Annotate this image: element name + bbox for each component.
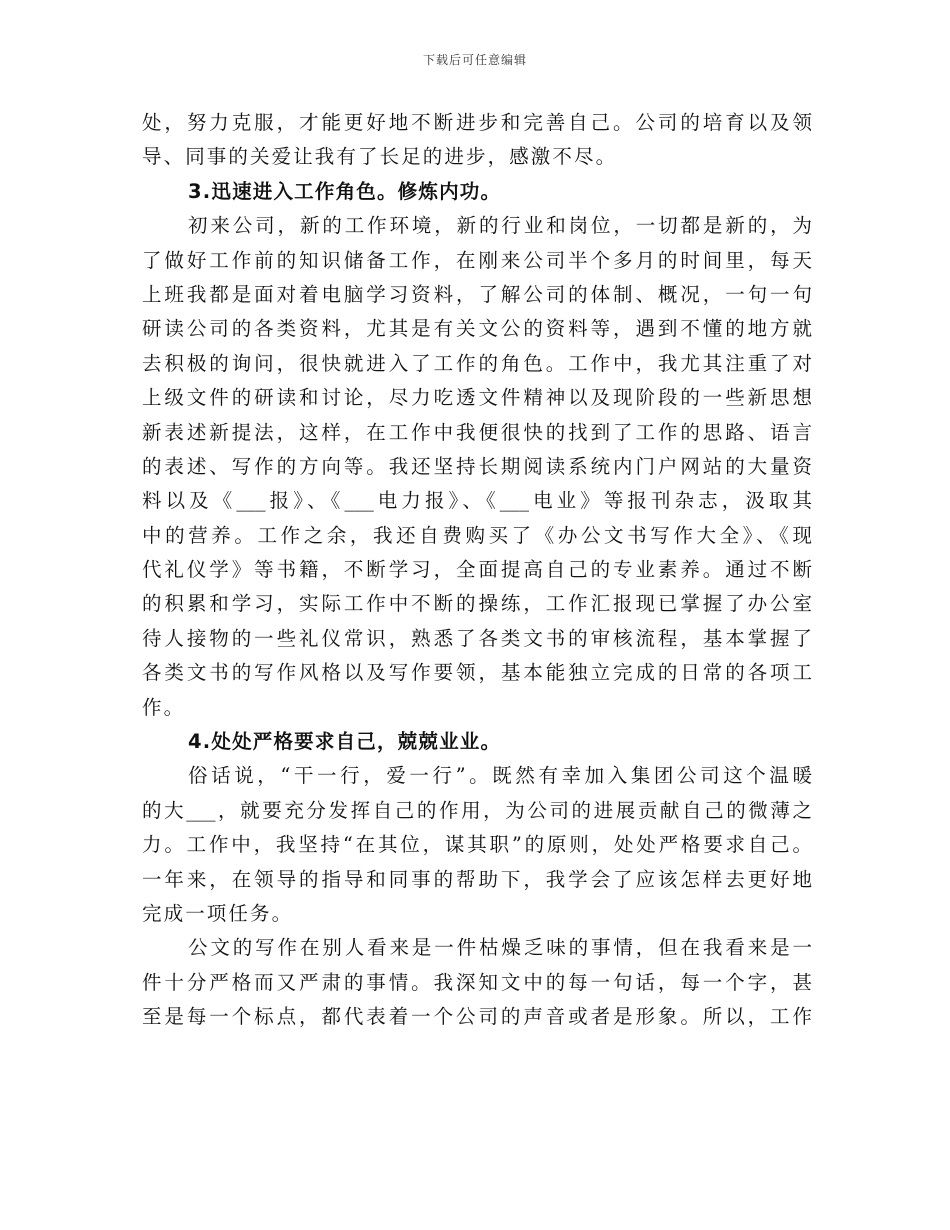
paragraph-line: 导、同事的关爱让我有了长足的进步，感激不尽。 xyxy=(142,145,618,169)
paragraph-line: 力。工作中，我坚持“在其位，谋其职”的原则，处处严格要求自己。 xyxy=(142,833,812,857)
paragraph-line: 代礼仪学》等书籍，不断学习，全面提高自己的专业素养。通过不断 xyxy=(142,558,812,582)
paragraph-line: 作。 xyxy=(142,695,186,719)
paragraph-line: 中的营养。工作之余，我还自费购买了《办公文书写作大全》、《现 xyxy=(142,523,812,547)
document-body xyxy=(142,106,812,1035)
paragraph-line: 料以及《___报》、《___电力报》、《___电业》等报刊杂志，汲取其 xyxy=(142,489,812,513)
paragraph-line: 的表述、写作的方向等。我还坚持长期阅读系统内门户网站的大量资 xyxy=(142,454,812,478)
paragraph-line: 了做好工作前的知识储备工作，在刚来公司半个多月的时间里，每天 xyxy=(142,248,812,272)
paragraph-line: 件十分严格而又严肃的事情。我深知文中的每一句话，每一个字，甚 xyxy=(142,970,812,994)
paragraph-line: 上级文件的研读和讨论，尽力吃透文件精神以及现阶段的一些新思想 xyxy=(142,386,812,410)
paragraph-line: 去积极的询问，很快就进入了工作的角色。工作中，我尤其注重了对 xyxy=(142,351,812,375)
section-heading: 3.迅速进入工作角色。修炼内功。 xyxy=(188,179,502,203)
paragraph-line: 的积累和学习，实际工作中不断的操练，工作汇报现已掌握了办公室 xyxy=(142,592,812,616)
paragraph-line: 各类文书的写作风格以及写作要领，基本能独立完成的日常的各项工 xyxy=(142,661,812,685)
paragraph-line: 的大___，就要充分发挥自己的作用，为公司的进展贡献自己的微薄之 xyxy=(142,798,812,822)
paragraph-line: 初来公司，新的工作环境，新的行业和岗位，一切都是新的，为 xyxy=(188,214,812,238)
paragraph-line: 俗话说，“干一行，爱一行”。既然有幸加入集团公司这个温暖 xyxy=(188,764,812,788)
page-header-note: 下载后可任意编辑 xyxy=(422,53,527,67)
paragraph-line: 处，努力克服，才能更好地不断进步和完善自己。公司的培育以及领 xyxy=(142,111,812,134)
paragraph-line: 新表述新提法，这样，在工作中我便很快的找到了工作的思路、语言 xyxy=(142,420,812,444)
section-heading: 4.处处严格要求自己，兢兢业业。 xyxy=(188,730,502,754)
paragraph-line: 公文的写作在别人看来是一件枯燥乏味的事情，但在我看来是一 xyxy=(188,936,812,960)
paragraph-line: 上班我都是面对着电脑学习资料，了解公司的体制、概况，一句一句 xyxy=(142,282,812,306)
paragraph-line: 待人接物的一些礼仪常识，熟悉了各类文书的审核流程，基本掌握了 xyxy=(142,626,812,650)
paragraph-line: 一年来，在领导的指导和同事的帮助下，我学会了应该怎样去更好地 xyxy=(142,867,812,891)
paragraph-line: 至是每一个标点，都代表着一个公司的声音或者是形象。所以，工作 xyxy=(142,1005,812,1029)
paragraph-line: 研读公司的各类资料，尤其是有关文公的资料等，遇到不懂的地方就 xyxy=(142,317,812,341)
paragraph-line: 完成一项任务。 xyxy=(142,901,294,925)
